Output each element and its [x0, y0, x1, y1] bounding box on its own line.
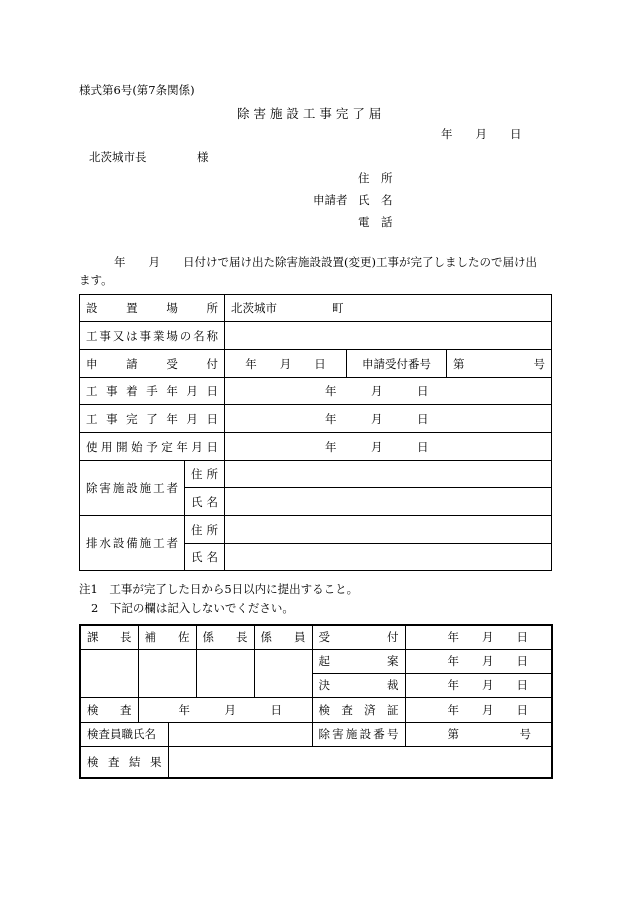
use-start-label-cell: 使用開始予定年月日 — [80, 433, 225, 461]
receipt-no-label-cell: 申請受付番号 — [347, 350, 447, 378]
role-deputy-cell: 補佐 — [138, 625, 196, 649]
stamp-chief-cell — [196, 649, 254, 697]
form-title: 除 害 施 設 工 事 完 了 届 — [237, 106, 382, 121]
contractor2-address-cell — [225, 516, 552, 544]
contractor2-label-cell: 排水設備施工者 — [80, 516, 185, 571]
inspected-date-cell: 年 月 日 — [405, 697, 552, 722]
contractor1-name-label: 氏名 — [185, 488, 225, 516]
location-label-cell: 設置場所 — [80, 295, 225, 322]
facility-no-cell: 第 号 — [405, 722, 552, 746]
main-form-table — [79, 294, 552, 571]
receipt-no-cell: 第 号 — [447, 350, 552, 378]
complete-date-cell: 年 月 日 — [225, 405, 552, 433]
start-date-label-cell: 工事着手年月日 — [80, 378, 225, 405]
approved-date-cell: 年 月 日 — [405, 673, 552, 697]
applicant-name-label: 氏 名 — [358, 193, 393, 207]
role-head-cell: 課長 — [80, 625, 138, 649]
body-text-line2: ます。 — [79, 273, 113, 287]
stamp-deputy-cell — [138, 649, 196, 697]
honorific: 様 — [197, 150, 209, 164]
received-date-cell: 年 月 日 — [405, 625, 552, 649]
contractor1-address-label: 住所 — [185, 461, 225, 488]
body-text-line1: 年 月 日付けで届け出た除害施設設置(変更)工事が完了しましたので届け出 — [114, 255, 537, 269]
business-name-cell — [225, 322, 552, 350]
note-2: 2 下記の欄は記入しないでください。 — [91, 601, 294, 615]
applicant-phone-label: 電 話 — [358, 215, 393, 229]
business-name-label-cell: 工事又は事業場の名称 — [80, 322, 225, 350]
inspection-date-cell: 年 月 日 — [138, 697, 312, 722]
location-cell: 北茨城市 町 — [225, 295, 552, 322]
contractor1-address-cell — [225, 461, 552, 488]
complete-date-label-cell: 工事完了年月日 — [80, 405, 225, 433]
start-date-cell: 年 月 日 — [225, 378, 552, 405]
drafted-label-cell: 起案 — [312, 649, 405, 673]
office-use-table — [79, 624, 553, 779]
note-1: 注1 工事が完了した日から5日以内に提出すること。 — [79, 582, 359, 596]
contractor2-address-label: 住所 — [185, 516, 225, 544]
addressee: 北茨城市長 — [89, 150, 147, 164]
result-label-cell: 検査結果 — [80, 746, 168, 778]
contractor1-name-cell — [225, 488, 552, 516]
inspector-name-cell — [168, 722, 312, 746]
role-staff-cell: 係員 — [254, 625, 312, 649]
stamp-head-cell — [80, 649, 138, 697]
application-date-cell: 年 月 日 — [225, 350, 347, 378]
applicant-label: 申請者 — [313, 193, 348, 207]
stamp-staff-cell — [254, 649, 312, 697]
inspection-label-cell: 検査 — [80, 697, 138, 722]
contractor2-name-label: 氏名 — [185, 544, 225, 571]
inspected-label-cell: 検査済証 — [312, 697, 405, 722]
submission-date: 年 月 日 — [441, 127, 522, 141]
inspector-label-cell: 検査員職氏名 — [80, 722, 168, 746]
result-cell — [168, 746, 552, 778]
use-start-date-cell: 年 月 日 — [225, 433, 552, 461]
contractor2-name-cell — [225, 544, 552, 571]
contractor1-label-cell: 除害施設施工者 — [80, 461, 185, 516]
role-chief-cell: 係長 — [196, 625, 254, 649]
received-label-cell: 受付 — [312, 625, 405, 649]
applicant-address-label: 住 所 — [358, 171, 393, 185]
facility-no-label-cell: 除害施設番号 — [312, 722, 405, 746]
application-label-cell: 申請受付 — [80, 350, 225, 378]
approved-label-cell: 決裁 — [312, 673, 405, 697]
drafted-date-cell: 年 月 日 — [405, 649, 552, 673]
form-id: 様式第6号(第7条関係) — [79, 83, 195, 97]
